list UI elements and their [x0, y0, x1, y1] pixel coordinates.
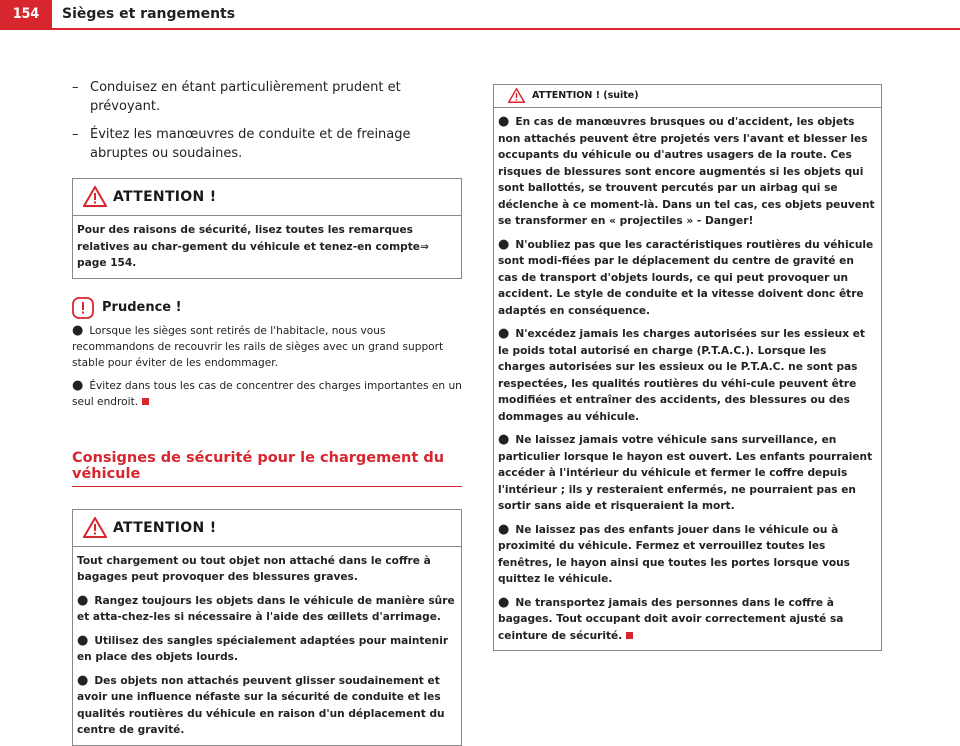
list-item: ● Des objets non attachés peuvent glisser soudainement et avoir une influence néfaste sur la sécurité de conduite et les qualités routières du véhicule en raison d'un déplacement du centre de gravité.: [77, 672, 445, 736]
page-header: [0, 0, 960, 30]
list-item: ● En cas de manœuvres brusques ou d'accident, les objets non attachés peuvent être projetés vers l'avant et blesser les occupants du véhicule ou d'autres usagers de la route. Ces risques de blessures sont encore augmentés si les objets qui sont ballottés, se trouvent percutés par un airbag qui se déclenche à ce moment-là. Dans un tel cas, ces objets peuvent se transformer en « projectiles » - Danger!: [498, 114, 875, 227]
section-title: Consignes de sécurité pour le chargement du véhicule: [72, 450, 462, 487]
warning-triangle-icon: [83, 186, 107, 207]
page-title: Sièges et rangements: [62, 6, 236, 22]
warning-header: ATTENTION ! (suite): [494, 85, 881, 108]
list-item: ● Lorsque les sièges sont retirés de l'habitacle, nous vous recommandons de recouvrir les rails de sièges avec un grand support stable pour éviter de les endommager.: [72, 322, 444, 369]
warning-triangle-icon: [83, 517, 107, 538]
list-item: ● N'oubliez pas que les caractéristiques routières du véhicule sont modi-fiées par le déplacement du centre de gravité en cas de transport d'objets lourds, ce qui peut provoquer un accident. Le style de conduite et la vitesse doivent donc être adaptés en conséquence.: [498, 236, 874, 317]
warning-body: Tout chargement ou tout objet non attaché dans le coffre à bagages peut provoquer des blessures graves. ● Rangez toujours les objets dans le véhicule de manière sûre et atta-chez-les si nécessaire à l'aide des œillets d'arrimage. ● Utilisez des sangles spécialement adaptées pour maintenir en place des objets lourds. ● Des objets non attachés peuvent glisser soudainement et avoir une influence néfaste sur la sécurité de conduite et les qualités routières du véhicule en raison d'un déplacement du centre de gravité.: [73, 547, 461, 745]
warning-box-loading: [72, 178, 462, 279]
arrow-ref-icon: ⇒: [419, 240, 429, 253]
warning-body: Pour des raisons de sécurité, lisez toutes les remarques relatives au char-gement du véhicule et tenez-en compte⇒ page 154.: [77, 224, 429, 269]
list-item: ● Ne laissez jamais votre véhicule sans surveillance, en particulier lorsque le hayon est ouvert. Les enfants pourraient accéder à l'intérieur du véhicule et fermer le coffre depuis l'intérieur ; ils y resteraient enfermés, ne pourraient pas en sortir sans aide et risqueraient la mort.: [498, 432, 873, 512]
end-marker-icon: [626, 632, 633, 639]
left-column: [72, 78, 462, 746]
list-item: ● Rangez toujours les objets dans le véhicule de manière sûre et atta-chez-les si nécessaire à l'aide des œillets d'arrimage.: [77, 592, 455, 623]
dash-item: – Évitez les manœuvres de conduite et de freinage abruptes ou soudaines.: [72, 127, 411, 161]
list-item: ● Utilisez des sangles spécialement adaptées pour maintenir en place des objets lourds.: [77, 632, 449, 663]
list-item: ● Évitez dans tous les cas de concentrer des charges importantes en un seul endroit.: [72, 377, 462, 408]
warning-header: ATTENTION !: [73, 510, 461, 547]
list-item: ● N'excédez jamais les charges autorisées sur les essieux et le poids total autorisé en charge (P.T.A.C.). Lorsque les charges autorisées sur les essieux ou le P.T.A.C. ne sont pas respectées, les qualités routières du véhi-cule peuvent être modifiées et entraîner des accidents, des blessures ou des dommages au véhicule.: [498, 326, 865, 423]
caution-icon: [72, 297, 94, 319]
warning-box-continued: [493, 84, 882, 651]
warning-triangle-icon: [508, 88, 525, 103]
list-item: ● Ne transportez jamais des personnes dans le coffre à bagages. Tout occupant doit avoir correctement ajusté sa ceinture de sécurité.: [498, 594, 844, 642]
dash-item: – Conduisez en étant particulièrement prudent et prévoyant.: [72, 80, 401, 114]
list-item: ● Ne laissez pas des enfants jouer dans le véhicule ou à proximité du véhicule. Fermez et verrouillez toutes les fenêtres, le hayon ainsi que toutes les portes lorsque vous quittez le véhicule.: [498, 521, 850, 585]
prudence-label: Prudence !: [102, 299, 182, 315]
warning-box-cargo: [72, 509, 462, 746]
right-column: [493, 84, 882, 651]
prudence-header: [72, 297, 462, 321]
page-number: 154: [0, 0, 52, 28]
prudence-body: [72, 323, 462, 410]
end-marker-icon: [142, 398, 149, 405]
warning-body: [494, 108, 881, 650]
warning-header: ATTENTION !: [73, 179, 461, 216]
